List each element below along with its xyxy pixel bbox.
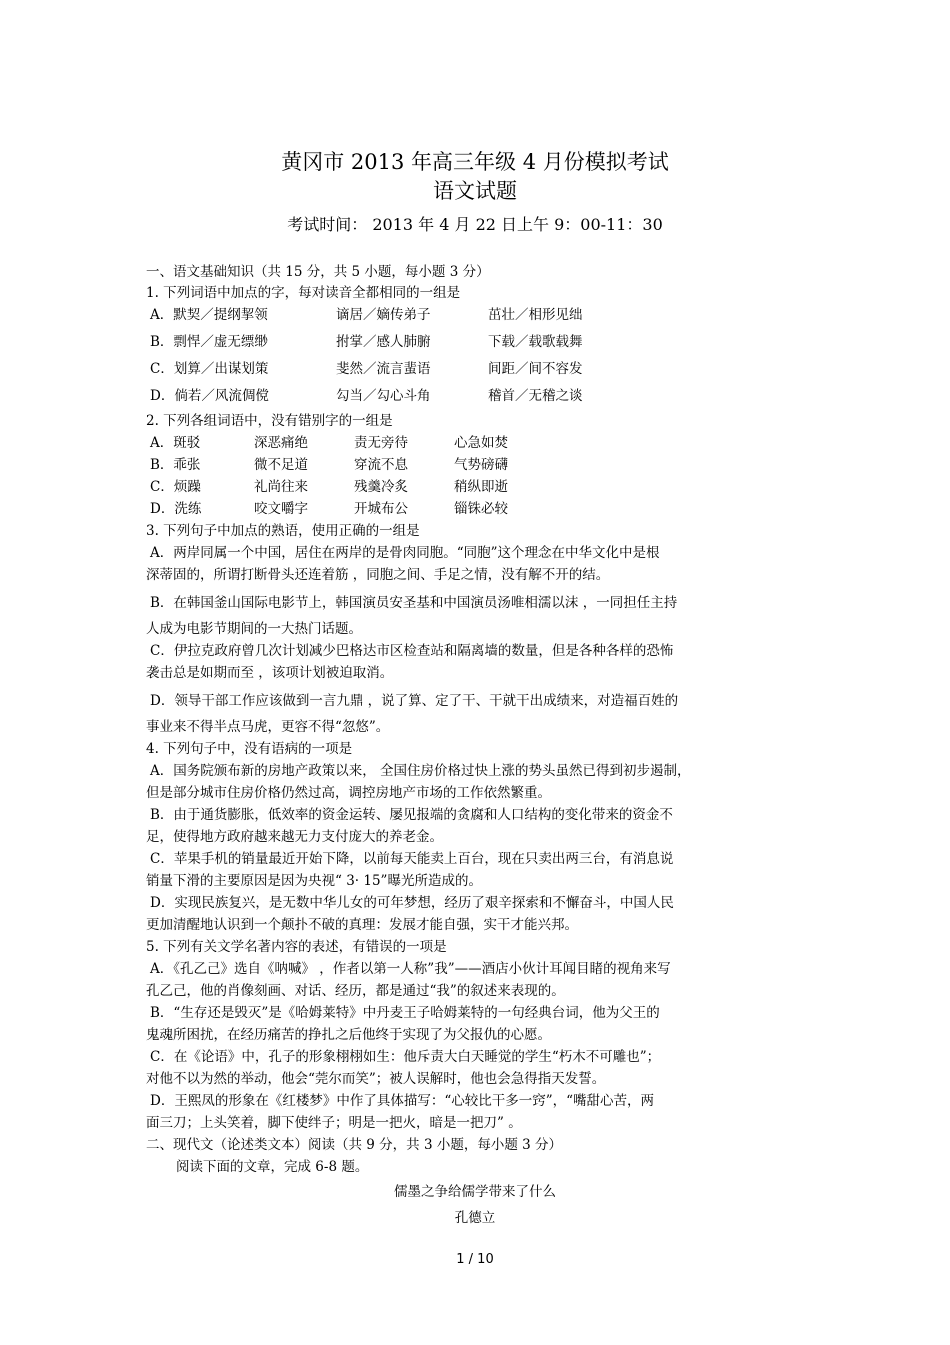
- q1-d-col2: 勾当／勾心斗角: [336, 388, 431, 404]
- q2-option-c: [150, 478, 810, 496]
- q2-c-col3: 残羹冷炙: [354, 479, 408, 495]
- article-author: 孔德立: [454, 1210, 496, 1226]
- q2-d-col3: 开城布公: [354, 501, 408, 517]
- q2-a-col3: 责无旁待: [354, 435, 408, 451]
- q2-c-col1: C．烦躁: [150, 479, 201, 495]
- q5-line: 面三刀；上头笑着，脚下使绊子；明是一把火，暗是一把刀” 。: [146, 1115, 522, 1131]
- q4-line: 销量下滑的主要原因是因为央视“ 3· 15”曝光所造成的。: [146, 873, 482, 889]
- q2-option-b: [150, 456, 810, 474]
- q3-line: C．伊拉克政府曾几次计划减少巴格达市区检查站和隔离墙的数量，但是各种各样的恐怖: [150, 643, 674, 659]
- q5-line: D．王熙凤的形象在《红楼梦》中作了具体描写：“心较比干多一窍”，“嘴甜心苦，两: [150, 1093, 655, 1109]
- q1-a-col3: 茁壮／相形见绌: [488, 307, 583, 323]
- q3-line: 深蒂固的，所谓打断骨头还连着筋 ，同胞之间、手足之情，没有解不开的结。: [146, 567, 610, 583]
- q3-stem: 3. 下列句子中加点的熟语，使用正确的一组是: [146, 523, 420, 539]
- q2-d-col1: D．洗练: [150, 501, 202, 517]
- page-number: 1 / 10: [456, 1252, 494, 1267]
- q5-line: C．在《论语》中，孔子的形象栩栩如生：他斥责大白天睡觉的学生“朽木不可雕也”；: [150, 1049, 661, 1065]
- q1-c-col1: C．划算／出谋划策: [150, 361, 269, 377]
- q1-b-col2: 拊掌／感人肺腑: [336, 334, 431, 350]
- q5-line: 孔乙己，他的肖像刻画、对话、经历，都是通过“我”的叙述来表现的。: [146, 983, 565, 999]
- q2-b-col1: B．乖张: [150, 457, 201, 473]
- q1-c-col2: 斐然／流言蜚语: [336, 361, 431, 377]
- q1-d-col3: 稽首／无稽之谈: [488, 388, 583, 404]
- q1-a-col1: A．默契／提纲挈领: [150, 307, 268, 323]
- q2-b-col3: 穿流不息: [354, 457, 408, 473]
- q3-line: 事业来不得半点马虎，更容不得“忽悠”。: [146, 719, 390, 735]
- q2-option-a: [150, 434, 810, 452]
- q5-line: 对他不以为然的举动，他会“莞尔而笑”；被人误解时，他也会急得指天发誓。: [146, 1071, 606, 1087]
- q1-b-col3: 下载／载歌载舞: [488, 334, 583, 350]
- reading-instruction: 阅读下面的文章，完成 6-8 题。: [176, 1159, 369, 1175]
- q2-b-col4: 气势磅礴: [454, 457, 508, 473]
- q4-line: A．国务院颁布新的房地产政策以来， 全国住房价格过快上涨的势头虽然已得到初步遏制，: [150, 763, 691, 779]
- q5-line: A．《孔乙己》选自《呐喊》 ，作者以第一人称”我”——酒店小伙计耳闻目睹的视角来写: [150, 961, 671, 977]
- q4-line: 但是部分城市住房价格仍然过高，调控房地产市场的工作依然繁重。: [146, 785, 551, 801]
- q3-line: A．两岸同属一个中国，居住在两岸的是骨肉同胞。“同胞”这个理念在中华文化中是根: [150, 545, 660, 561]
- q2-stem: 2. 下列各组词语中，没有错别字的一组是: [146, 413, 393, 429]
- q5-line: 鬼魂所困扰，在经历痛苦的挣扎之后他终于实现了为父报仇的心愿。: [146, 1027, 551, 1043]
- q4-line: 更加清醒地认识到一个颠扑不破的真理：发展才能自强，实干才能兴邦。: [146, 917, 578, 933]
- q1-stem: 1. 下列词语中加点的字，每对读音全都相同的一组是: [146, 285, 461, 301]
- article-title: 儒墨之争给儒学带来了什么: [394, 1184, 556, 1200]
- q4-line: C．苹果手机的销量最近开始下降，以前每天能卖上百台，现在只卖出两三台，有消息说: [150, 851, 674, 867]
- q5-stem: 5. 下列有关文学名著内容的表述，有错误的一项是: [146, 939, 447, 955]
- q1-b-col1: B．剽悍／虚无缥缈: [150, 334, 268, 350]
- q3-line: 人成为电影节期间的一大热门话题。: [146, 621, 362, 637]
- paper-subtitle: 语文试题: [433, 179, 517, 203]
- q2-d-col2: 咬文嚼字: [254, 501, 308, 517]
- q2-option-d: [150, 500, 810, 518]
- q5-line: B．“生存还是毁灭”是《哈姆莱特》中丹麦王子哈姆莱特的一句经典台词，他为父王的: [150, 1005, 660, 1021]
- q1-a-col2: 谪居／嫡传弟子: [336, 307, 431, 323]
- q2-c-col4: 稍纵即逝: [454, 479, 508, 495]
- q2-a-col4: 心急如焚: [454, 435, 508, 451]
- exam-title: 黄冈市 2013 年高三年级 4 月份模拟考试: [281, 150, 669, 174]
- q1-d-col1: D．倘若／风流倜傥: [150, 388, 269, 404]
- q1-option-c: [150, 360, 810, 378]
- q1-c-col3: 间距／间不容发: [488, 361, 583, 377]
- q3-line: D．领导干部工作应该做到一言九鼎 ，说了算、定了干、干就干出成绩来，对造福百姓的: [150, 693, 679, 709]
- q1-option-b: [150, 333, 810, 351]
- exam-time: 考试时间： 2013 年 4 月 22 日上午 9：00-11：30: [287, 215, 663, 234]
- q4-stem: 4. 下列句子中，没有语病的一项是: [146, 741, 353, 757]
- q4-line: B．由于通货膨胀，低效率的资金运转、屡见报端的贪腐和人口结构的变化带来的资金不: [150, 807, 673, 823]
- q1-option-a: [150, 306, 810, 324]
- q2-d-col4: 锱铢必较: [454, 501, 508, 517]
- q2-c-col2: 礼尚往来: [254, 479, 308, 495]
- q3-line: 袭击总是如期而至 ，该项计划被迫取消。: [146, 665, 394, 681]
- section1-heading: 一、语文基础知识（共 15 分，共 5 小题，每小题 3 分）: [146, 264, 490, 280]
- q2-b-col2: 微不足道: [254, 457, 308, 473]
- q4-line: D．实现民族复兴，是无数中华儿女的可年梦想，经历了艰辛探索和不懈奋斗，中国人民: [150, 895, 674, 911]
- section2-heading: 二、现代文（论述类文本）阅读（共 9 分，共 3 小题，每小题 3 分）: [146, 1137, 563, 1153]
- q4-line: 足，使得地方政府越来越无力支付庞大的养老金。: [146, 829, 443, 845]
- q1-option-d: [150, 387, 810, 405]
- q3-line: B．在韩国釜山国际电影节上，韩国演员安圣基和中国演员汤唯相濡以沫 ，一同担任主持: [150, 595, 678, 611]
- q2-a-col1: A．斑驳: [150, 435, 201, 451]
- q2-a-col2: 深恶痛绝: [254, 435, 308, 451]
